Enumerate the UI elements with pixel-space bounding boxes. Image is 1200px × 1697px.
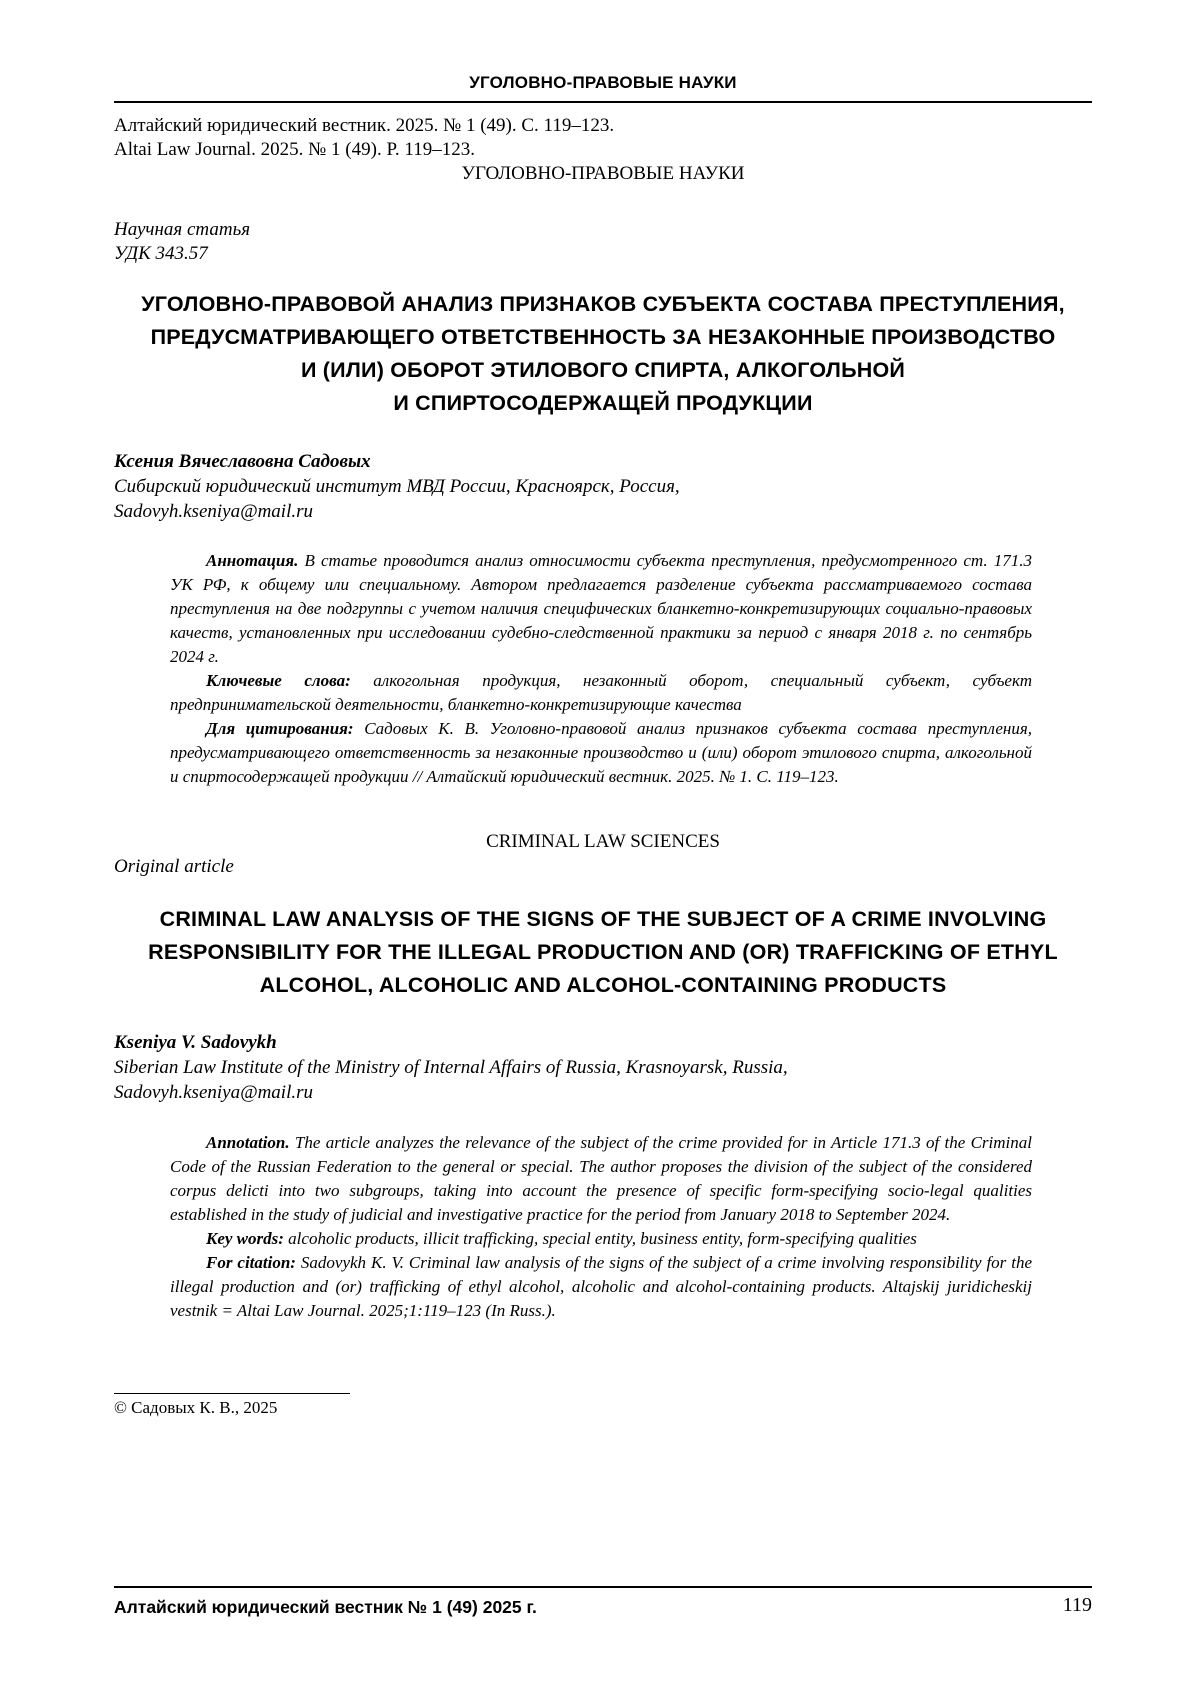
annotation-text: В статье проводится анализ относимости субъекта преступления, предусмотренного ст. 171.3 УК РФ, к общему или специальному. Автором предлагается разделение субъекта рассматриваемого состава преступления на две подгруппы с учетом наличия специфических бланкетно-конкретизирующих социально-правовых качеств, установленных при исследовании судебно-следственной практики за период с января 2018 г. по сентябрь 2024 г. — [170, 551, 1032, 666]
title-line: ALCOHOL, ALCOHOLIC AND ALCOHOL-CONTAINING PRODUCTS — [114, 969, 1092, 1002]
running-head: УГОЛОВНО-ПРАВОВЫЕ НАУКИ — [114, 73, 1092, 93]
article-title-ru — [114, 288, 1092, 420]
keywords-ru — [170, 669, 1032, 717]
email-ru[interactable]: Sadovyh.kseniya@mail.ru — [114, 501, 313, 523]
copyright: © Садовых К. В., 2025 — [114, 1398, 277, 1418]
udc: УДК 343.57 — [114, 243, 208, 265]
footer-journal: Алтайский юридический вестник № 1 (49) 2025 г. — [114, 1597, 537, 1618]
keywords-label: Ключевые слова: — [206, 671, 351, 690]
for-citation-en — [170, 1251, 1032, 1323]
annotation-ru — [170, 549, 1032, 669]
page-number: 119 — [1063, 1594, 1092, 1617]
annotation-label: Аннотация. — [206, 551, 298, 570]
citation-label: For citation: — [206, 1253, 296, 1272]
citation-text: Sadovykh K. V. Criminal law analysis of the signs of the subject of a crime involving responsibility for the illegal production and (or) trafficking of ethyl alcohol, alcoholic and alcohol-containing products. Altajskij juridicheskij vestnik = Altai Law Journal. 2025;1:119–123 (In Russ.). — [170, 1253, 1032, 1320]
citation-ru: Алтайский юридический вестник. 2025. № 1 (49). С. 119–123. — [114, 115, 614, 137]
title-line: RESPONSIBILITY FOR THE ILLEGAL PRODUCTION AND (OR) TRAFFICKING OF ETHYL — [114, 936, 1092, 969]
for-citation-ru — [170, 717, 1032, 789]
article-type-en: Original article — [114, 856, 234, 878]
footer-rule — [114, 1586, 1092, 1588]
title-line: УГОЛОВНО-ПРАВОВОЙ АНАЛИЗ ПРИЗНАКОВ СУБЪЕКТА СОСТАВА ПРЕСТУПЛЕНИЯ, — [114, 288, 1092, 321]
annotation-text: The article analyzes the relevance of the subject of the crime provided for in Article 171.3 of the Criminal Code of the Russian Federation to the general or special. The author proposes the division of the subject of the considered corpus delicti into two subgroups, taking into account the presence of specific form-specifying socio-legal qualities established in the study of judicial and investigative practice for the period from January 2018 to September 2024. — [170, 1133, 1032, 1224]
title-line: И (ИЛИ) ОБОРОТ ЭТИЛОВОГО СПИРТА, АЛКОГОЛЬНОЙ — [114, 354, 1092, 387]
citation-en: Altai Law Journal. 2025. № 1 (49). P. 119–123. — [114, 139, 475, 161]
keywords-text: алкогольная продукция, незаконный оборот, специальный субъект, субъект предпринимательской деятельности, бланкетно-конкретизирующие качества — [170, 671, 1032, 714]
keywords-label: Key words: — [206, 1229, 284, 1248]
author-ru: Ксения Вячеславовна Садовых — [114, 451, 371, 473]
keywords-text: alcoholic products, illicit trafficking, special entity, business entity, form-specifying qualities — [288, 1229, 917, 1248]
keywords-en — [170, 1227, 1032, 1251]
title-line: ПРЕДУСМАТРИВАЮЩЕГО ОТВЕТСТВЕННОСТЬ ЗА НЕЗАКОННЫЕ ПРОИЗВОДСТВО — [114, 321, 1092, 354]
article-title-en — [114, 903, 1092, 1002]
affiliation-en: Siberian Law Institute of the Ministry of Internal Affairs of Russia, Krasnoyarsk, Russia, — [114, 1057, 788, 1079]
title-line: CRIMINAL LAW ANALYSIS OF THE SIGNS OF THE SUBJECT OF A CRIME INVOLVING — [114, 903, 1092, 936]
email-en[interactable]: Sadovyh.kseniya@mail.ru — [114, 1082, 313, 1104]
abstract-ru — [170, 549, 1032, 789]
section-en: CRIMINAL LAW SCIENCES — [114, 831, 1092, 853]
abstract-en — [170, 1131, 1032, 1323]
section-ru: УГОЛОВНО-ПРАВОВЫЕ НАУКИ — [114, 163, 1092, 185]
author-en: Kseniya V. Sadovykh — [114, 1032, 277, 1054]
footnote-rule — [114, 1393, 350, 1394]
citation-label: Для цитирования: — [206, 719, 354, 738]
article-type-ru: Научная статья — [114, 219, 250, 241]
citation-text: Садовых К. В. Уголовно-правовой анализ признаков субъекта состава преступления, предусматривающего ответственность за незаконные производство и (или) оборот этилового спирта, алкогольной и спиртосодержащей продукции // Алтайский юридический вестник. 2025. № 1. С. 119–123. — [170, 719, 1032, 786]
annotation-label: Annotation. — [206, 1133, 290, 1152]
title-line: И СПИРТОСОДЕРЖАЩЕЙ ПРОДУКЦИИ — [114, 387, 1092, 420]
affiliation-ru: Сибирский юридический институт МВД России, Красноярск, Россия, — [114, 476, 680, 498]
annotation-en — [170, 1131, 1032, 1227]
header-rule — [114, 101, 1092, 103]
